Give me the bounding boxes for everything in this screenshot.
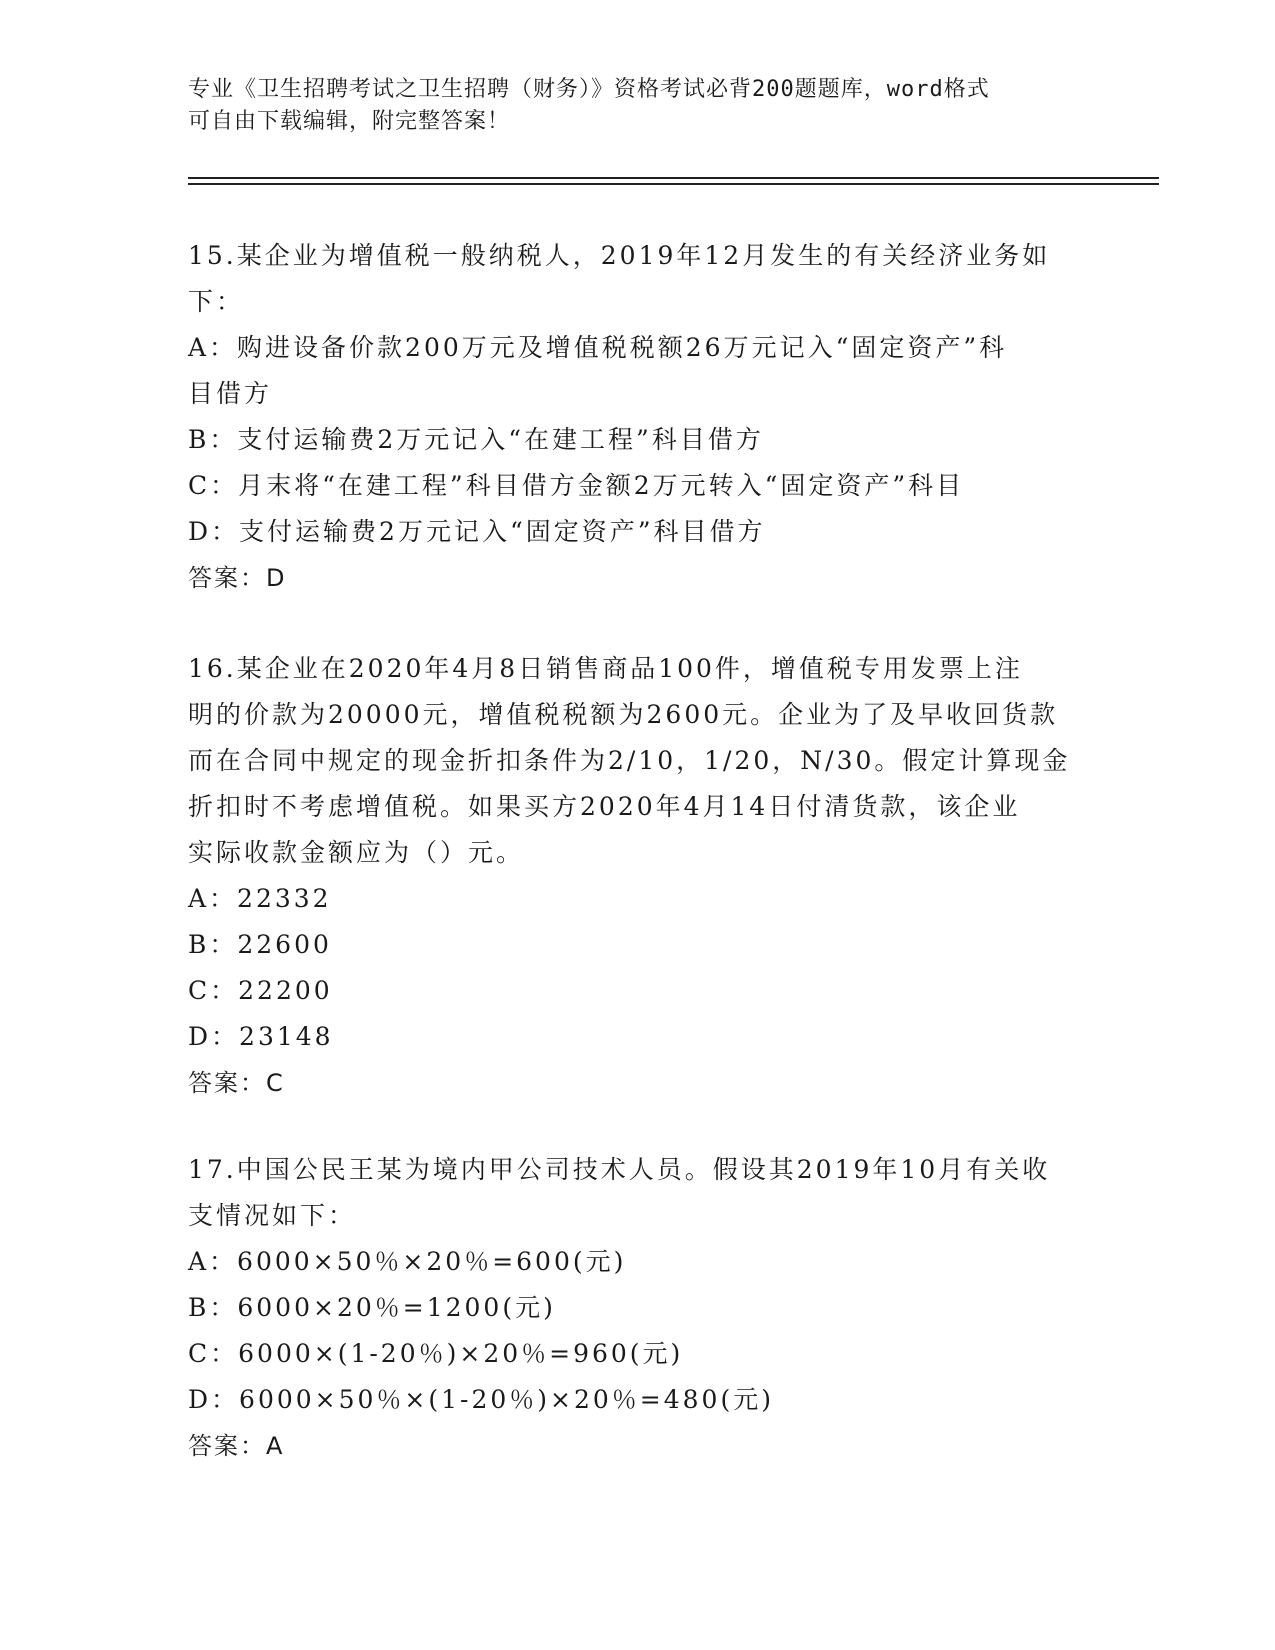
question-16: [188, 646, 1088, 1106]
option-b: B：22600: [188, 930, 332, 959]
option-b: B：6000×20％=1200(元): [188, 1293, 556, 1322]
question-text-line: 16.某企业在2020年4月8日销售商品100件，增值税专用发票上注: [188, 654, 1023, 683]
question-text-line: 17.中国公民王某为境内甲公司技术人员。假设其2019年10月有关收: [188, 1155, 1051, 1184]
option-d: D：6000×50％×(1-20％)×20％=480(元): [188, 1385, 774, 1414]
document-header: [188, 74, 1088, 138]
option-c: C：月末将“在建工程”科目借方金额2万元转入“固定资产”科目: [188, 471, 965, 500]
option-b: B：支付运输费2万元记入“在建工程”科目借方: [188, 425, 764, 454]
question-text-line: 而在合同中规定的现金折扣条件为2/10，1/20，N/30。假定计算现金: [188, 746, 1071, 775]
question-text-line: 实际收款金额应为（）元。: [188, 838, 525, 867]
option-c: C：6000×(1-20％)×20％=960(元): [188, 1339, 684, 1368]
option-a-continued: 目借方: [188, 379, 273, 408]
header-line-1: 专业《卫生招聘考试之卫生招聘（财务）》资格考试必背200题题库，word格式: [188, 77, 990, 102]
header-line-2: 可自由下载编辑，附完整答案！: [188, 109, 511, 134]
question-text-line: 明的价款为20000元，增值税税额为2600元。企业为了及早收回货款: [188, 700, 1059, 729]
answer: 答案：D: [188, 564, 287, 592]
option-a: A：6000×50％×20％=600(元): [188, 1247, 627, 1276]
option-d: D：23148: [188, 1022, 334, 1051]
option-a: A：购进设备价款200万元及增值税税额26万元记入“固定资产”科: [188, 333, 1008, 362]
answer: 答案：C: [188, 1069, 285, 1097]
question-text-line: 折扣时不考虑增值税。如果买方2020年4月14日付清货款，该企业: [188, 792, 1021, 821]
header-divider-bottom: [188, 183, 1159, 185]
option-a: A：22332: [188, 884, 332, 913]
question-text-line: 15.某企业为增值税一般纳税人，2019年12月发生的有关经济业务如: [188, 241, 1051, 270]
question-text-line: 下：: [188, 287, 245, 316]
question-17: [188, 1147, 1088, 1469]
option-c: C：22200: [188, 976, 333, 1005]
question-15: [188, 233, 1088, 601]
answer: 答案：A: [188, 1432, 285, 1460]
question-text-line: 支情况如下：: [188, 1201, 357, 1230]
header-divider-top: [188, 177, 1159, 179]
option-d: D：支付运输费2万元记入“固定资产”科目借方: [188, 517, 766, 546]
